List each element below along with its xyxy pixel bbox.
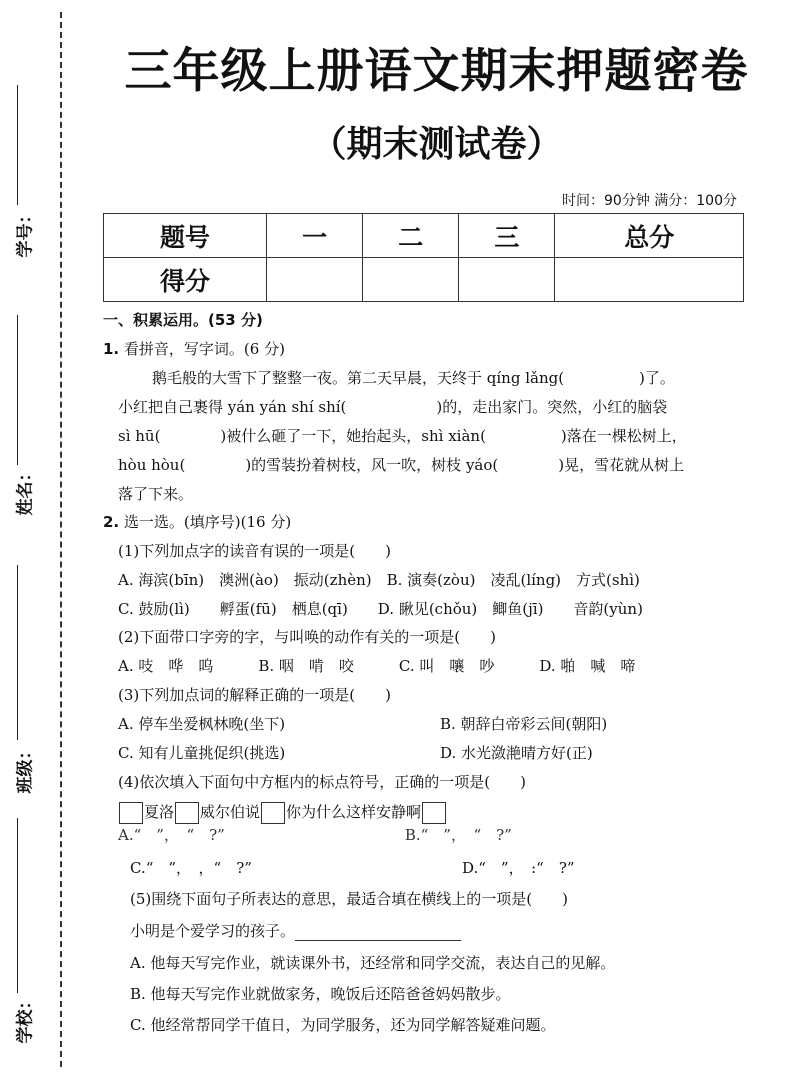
score-table-score-row: [104, 258, 744, 302]
q2-option: B. 他每天写完作业就做家务，晚饭后还陪爸爸妈妈散步。: [130, 985, 511, 1003]
q2-item: (5)围绕下面句子所表达的意思，最适合填在横线上的一项是( ): [130, 890, 568, 908]
school-line: [17, 818, 18, 993]
score-cell[interactable]: [459, 258, 555, 302]
q2-item: (3)下列加点词的解释正确的一项是( ): [118, 686, 391, 704]
question-2-title: [103, 512, 291, 532]
punctuation-sentence: [118, 802, 447, 824]
cut-off-text: A.“ ”， “ ?” B.“ ”， “ ?”: [118, 826, 512, 844]
q2-item: (2)下面带口字旁的字，与叫唤的动作有关的一项是( ): [118, 628, 496, 646]
score-header-cell: 一: [267, 214, 363, 258]
answer-box[interactable]: [175, 802, 199, 824]
question-text: 看拼音，写字词。(6 分): [123, 340, 285, 358]
score-cell[interactable]: [363, 258, 459, 302]
q1-line: [118, 368, 675, 388]
q2-option: D. 水光潋滟晴方好(正): [440, 744, 593, 762]
student-id-line: [17, 85, 18, 205]
q2-option: D.“ ”， :“ ?”: [462, 859, 575, 877]
q2-item: A. 吱 哗 呜 B. 咽 啃 咬 C. 叫 嚷 吵 D. 啪 喊 啼: [118, 657, 636, 675]
score-table-header-row: [104, 214, 744, 258]
cut-line: [60, 12, 62, 1067]
cut-off-line: [118, 826, 638, 844]
question-text: 选一选。(填序号)(16 分): [123, 513, 292, 531]
q1-line: 落了下来。: [118, 485, 194, 503]
student-id-label: 学号：: [15, 206, 36, 258]
q2-option: C.“ ”， ，“ ?”: [130, 859, 252, 877]
q2-item: C. 鼓励(lì) 孵蛋(fū) 栖息(qī) D. 瞅见(chǒu) 鲫鱼(jī) 音韵(yùn): [118, 600, 643, 618]
answer-blank[interactable]: [295, 925, 461, 941]
binding-margin: [0, 0, 70, 1072]
score-header-cell: 三: [459, 214, 555, 258]
answer-box[interactable]: [422, 802, 446, 824]
q2-sentence: [130, 921, 461, 941]
sentence-text: 小明是个爱学习的孩子。: [130, 922, 296, 940]
score-cell[interactable]: [555, 258, 744, 302]
sentence-part: 你为什么这样安静啊: [286, 803, 422, 821]
q2-option: C. 他经常帮同学干值日，为同学服务，还为同学解答疑难问题。: [130, 1016, 556, 1034]
class-label: 班级：: [15, 742, 36, 794]
question-1-title: [103, 339, 285, 359]
sentence-part: 夏洛: [144, 803, 175, 821]
score-header-cell: 总分: [555, 214, 744, 258]
q2-option: A. 他每天写完作业，就读课外书，还经常和同学交流，表达自己的见解。: [130, 954, 616, 972]
q1-line: hòu hòu( )的雪装扮着树枝，风一吹，树枝 yáo( )晃，雪花就从树上: [118, 456, 685, 474]
score-table: [103, 213, 744, 302]
section-heading: 一、积累运用。(53 分): [103, 311, 263, 329]
score-header-cell: 二: [363, 214, 459, 258]
question-number: 2.: [103, 513, 120, 531]
name-line: [17, 315, 18, 465]
exam-subtitle: （期末测试卷）: [310, 124, 563, 165]
q2-item: (1)下列加点字的读音有误的一项是( ): [118, 542, 391, 560]
time-info: 时间：90分钟 满分：100分: [562, 193, 737, 209]
q2-option: C. 知有儿童挑促织(挑选): [118, 744, 286, 762]
q1-line: sì hū( )被什么砸了一下，她抬起头，shì xiàn( )落在一棵松树上，: [118, 427, 687, 445]
q2-option: A. 停车坐爱枫林晚(坐下): [118, 715, 286, 733]
class-line: [17, 565, 18, 740]
score-row-label: 得分: [104, 258, 267, 302]
score-cell[interactable]: [267, 258, 363, 302]
sentence-part: 威尔伯说: [200, 803, 261, 821]
q2-item: (4)依次填入下面句中方框内的标点符号，正确的一项是( ): [118, 773, 526, 791]
question-number: 1.: [103, 340, 120, 358]
score-header-cell: 题号: [104, 214, 267, 258]
q2-option: B. 朝辞白帝彩云间(朝阳): [440, 715, 608, 733]
q2-item: A. 海滨(bīn) 澳洲(ào) 振动(zhèn) B. 演奏(zòu) 凌乱(líng) 方式(shì): [118, 571, 640, 589]
q1-text: 鹅毛般的大雪下了整整一夜。第二天早晨，天终于 qíng lǎng( )了。: [152, 369, 675, 387]
school-label: 学校：: [15, 992, 36, 1044]
q1-line: 小红把自己裹得 yán yán shí shí( )的，走出家门。突然，小红的脑袋: [118, 398, 668, 416]
answer-box[interactable]: [261, 802, 285, 824]
exam-title: 三年级上册语文期末押题密卷: [124, 44, 749, 99]
name-label: 姓名：: [15, 464, 36, 516]
answer-box[interactable]: [119, 802, 143, 824]
